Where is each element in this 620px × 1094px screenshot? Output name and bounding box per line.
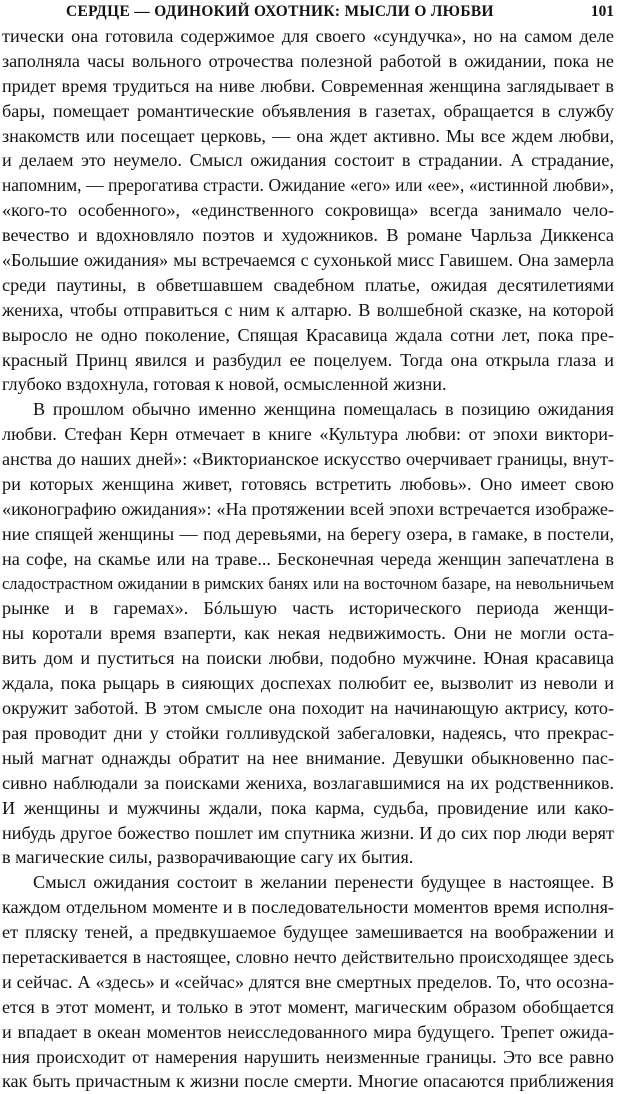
text-line: «иконографию ожидания»: «На протяжении всей эпохи встречается изображе- xyxy=(2,498,614,519)
text-line: знакомств или посещает церковь, — она ждет активно. Мы все ждем любви, xyxy=(2,125,614,146)
text-line: и делаем это неумело. Смысл ожидания состоит в страдании. А страдание, xyxy=(2,150,614,171)
text-line: сивно наблюдали за поисками жениха, возлагавшимися на их родственников. xyxy=(2,772,614,793)
text-line: выросло не одно поколение, Спящая Красавица ждала сотни лет, пока пре- xyxy=(2,324,614,345)
body-text xyxy=(2,24,614,1094)
text-line: придет время трудиться на ниве любви. Современная женщина заглядывает в xyxy=(2,75,614,96)
page-number: 101 xyxy=(590,3,614,20)
text-line: Смысл ожидания состоит в желании перенести будущее в настоящее. В xyxy=(33,872,614,893)
text-line: любви. Стефан Керн отмечает в книге «Культура любви: от эпохи виктори- xyxy=(2,424,614,445)
text-line: ри которых женщина живет, готовясь встретить любовь». Оно имеет свою xyxy=(2,474,614,495)
text-line: и сейчас. А «здесь» и «сейчас» длятся вне смертных пределов. То, что осозна- xyxy=(2,971,614,992)
text-line: нибудь другое божество пошлет им спутника жизни. И до сих пор люди верят xyxy=(2,822,614,843)
text-line: ный магнат однажды обратит на нее внимание. Девушки обыкновенно пас- xyxy=(2,747,614,768)
text-line: ны коротали время взаперти, как некая недвижимость. Они не могли оста- xyxy=(2,623,614,644)
text-line: ние спящей женщины — под деревьями, на берегу озера, в гамаке, в постели, xyxy=(2,523,614,544)
text-line: ния происходит от намерения нарушить неизменные границы. Это все равно xyxy=(2,1046,614,1067)
text-line: В прошлом обычно именно женщина помещалась в позицию ожидания xyxy=(33,399,614,420)
text-line: и впадает в океан моментов неисследованного мира будущего. Трепет ожида- xyxy=(2,1021,614,1042)
text-line: жениха, чтобы отправиться с ним к алтарю. В волшебной сказке, на которой xyxy=(2,299,614,320)
text-line: заполняла часы вольного отрочества полезной работой в ожидании, пока не xyxy=(2,50,614,71)
text-line: перетаскивается в настоящее, словно нечто действительно происходящее здесь xyxy=(2,946,614,967)
running-head xyxy=(6,2,614,24)
text-line: сладострастном ожидании в римских банях или на восточном базаре, на невольничьем xyxy=(2,573,614,593)
text-line: окружит заботой. В этом смысле она походит на начинающую актрису, кото- xyxy=(2,698,614,719)
running-head-title: СЕРДЦЕ — ОДИНОКИЙ ОХОТНИК: МЫСЛИ О ЛЮБВИ xyxy=(66,3,494,20)
text-line: как быть причастным к жизни после смерти. Многие опасаются приближения xyxy=(2,1071,614,1092)
text-line: каждом отдельном моменте и в последовательности моментов время исполня- xyxy=(2,897,614,918)
text-line: глубоко вздохнула, готовая к новой, осмысленной жизни. xyxy=(2,374,447,395)
text-line: ждала, пока рыцарь в сияющих доспехах полюбит ее, вызволит из неволи и xyxy=(2,673,614,694)
text-line: в магические силы, разворачивающие сагу их бытия. xyxy=(2,847,414,868)
text-line: ется в этот момент, и только в этот момент, магическим образом обобщается xyxy=(2,996,614,1017)
text-line: рынке и в гаремах». Бóльшую часть исторического периода женщи- xyxy=(2,598,614,619)
text-line: рая проводит дни у стойки голливудской забегаловки, надеясь, что прекрас- xyxy=(2,722,614,743)
text-line: красный Принц явился и разбудил ее поцелуем. Тогда она открыла глаза и xyxy=(2,349,614,370)
text-line: вить дом и пуститься на поиски любви, подобно мужчине. Юная красавица xyxy=(2,648,614,669)
text-line: бары, помещает романтические объявления в газетах, обращается в службу xyxy=(2,100,614,121)
text-line: «кого-то особенного», «единственного сокровища» всегда занимало чело- xyxy=(2,200,614,221)
text-line: ет пляску теней, а предвкушаемое будущее замешивается на воображении и xyxy=(2,922,614,943)
text-line: анства до наших дней»: «Викторианское искусство очерчивает границы, внут- xyxy=(2,449,614,470)
text-line: тически она готовила содержимое для своего «сундучка», но на самом деле xyxy=(2,26,614,46)
text-line: И женщины и мужчины ждали, пока карма, судьба, провидение или како- xyxy=(2,797,614,818)
text-line: «Большие ожидания» мы встречаемся с сухонькой мисс Гавишем. Она замерла xyxy=(2,250,614,271)
text-line: напомним, — прерогатива страсти. Ожидание «его» или «ее», «истинной любви», xyxy=(2,175,614,196)
text-line: на софе, на скамье или на траве... Бесконечная череда женщин запечатлена в xyxy=(2,548,614,569)
text-line: вечество и вдохновляло поэтов и художников. В романе Чарльза Диккенса xyxy=(2,225,614,246)
text-line: среди паутины, в обветшавшем свадебном платье, ожидая десятилетиями xyxy=(2,274,614,295)
